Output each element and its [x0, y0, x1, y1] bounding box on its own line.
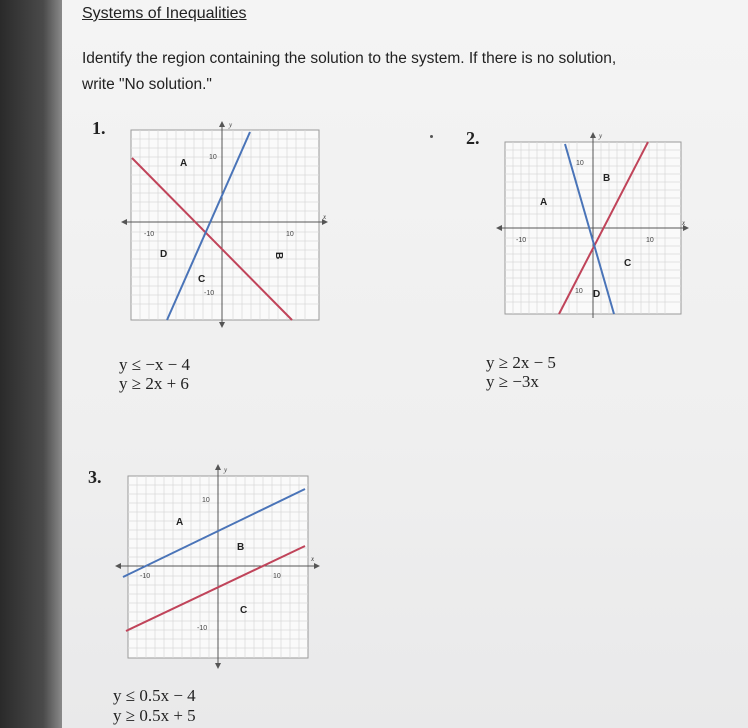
region-label-c: C	[198, 274, 206, 285]
page-edge-shadow	[0, 0, 62, 728]
instruction-line-1: Identify the region containing the solution to the system. If there is no solution,	[82, 50, 617, 67]
region-label-b: B	[603, 173, 611, 184]
problem-3-inequality-2: y ≥ 0.5x + 5	[113, 706, 196, 725]
tick-x-neg: -10	[516, 237, 527, 244]
problem-1-inequality-2: y ≥ 2x + 6	[119, 374, 189, 393]
y-axis-arrow-up	[215, 464, 221, 470]
region-label-a: A	[176, 517, 184, 528]
problem-2-inequality-1: y ≥ 2x − 5	[486, 353, 556, 372]
tick-x-neg: -10	[140, 573, 151, 580]
x-axis-arrow-left	[115, 563, 121, 569]
region-label-a: A	[540, 197, 548, 208]
x-axis-label: x	[311, 555, 315, 563]
y-axis-label: y	[599, 132, 603, 140]
tick-y-pos: 10	[576, 160, 584, 167]
tick-y-pos: 10	[209, 154, 217, 161]
tick-y-neg: -10	[204, 290, 215, 297]
x-axis-arrow-left	[496, 225, 502, 231]
y-axis-arrow-up	[590, 132, 596, 138]
x-axis-arrow-left	[121, 219, 127, 225]
problem-2-graph	[496, 130, 691, 320]
tick-y-pos: 10	[202, 497, 210, 504]
x-axis-arrow-right	[314, 563, 320, 569]
y-axis-arrow-down	[219, 322, 225, 328]
x-axis-label: x	[323, 213, 327, 221]
worksheet-title: Systems of Inequalities	[82, 5, 247, 22]
instruction-line-2: write "No solution."	[82, 76, 212, 93]
problem-1-number: 1.	[92, 118, 106, 138]
tick-x-pos: 10	[646, 237, 654, 244]
region-label-d: D	[593, 289, 601, 300]
x-axis-label: x	[682, 219, 686, 227]
y-axis-label: y	[224, 466, 228, 474]
tick-x-pos: 10	[273, 573, 281, 580]
problem-1-inequality-1: y ≤ −x − 4	[119, 355, 191, 374]
tick-x-pos: 10	[286, 231, 294, 238]
tick-x-neg: -10	[144, 231, 155, 238]
tick-y-neg: -10	[197, 625, 208, 632]
problem-3-inequality-1: y ≤ 0.5x − 4	[113, 686, 196, 705]
stray-dot	[430, 135, 433, 138]
region-label-a: A	[180, 158, 188, 169]
region-label-b: B	[237, 542, 245, 553]
y-axis-arrow-down	[215, 663, 221, 669]
y-axis-label: y	[229, 121, 233, 129]
problem-3-graph	[113, 462, 323, 672]
problem-2-number: 2.	[466, 128, 480, 148]
problem-1-graph	[118, 118, 333, 330]
graph-frame	[131, 130, 319, 320]
problem-3-number: 3.	[88, 467, 102, 487]
problem-2-inequality-2: y ≥ −3x	[486, 372, 539, 391]
region-label-c: C	[240, 605, 248, 616]
region-label-b: B	[273, 252, 284, 260]
tick-y-neg: 10	[575, 288, 583, 295]
region-label-d: D	[160, 249, 168, 260]
y-axis-arrow-up	[219, 121, 225, 127]
region-label-c: C	[624, 258, 632, 269]
